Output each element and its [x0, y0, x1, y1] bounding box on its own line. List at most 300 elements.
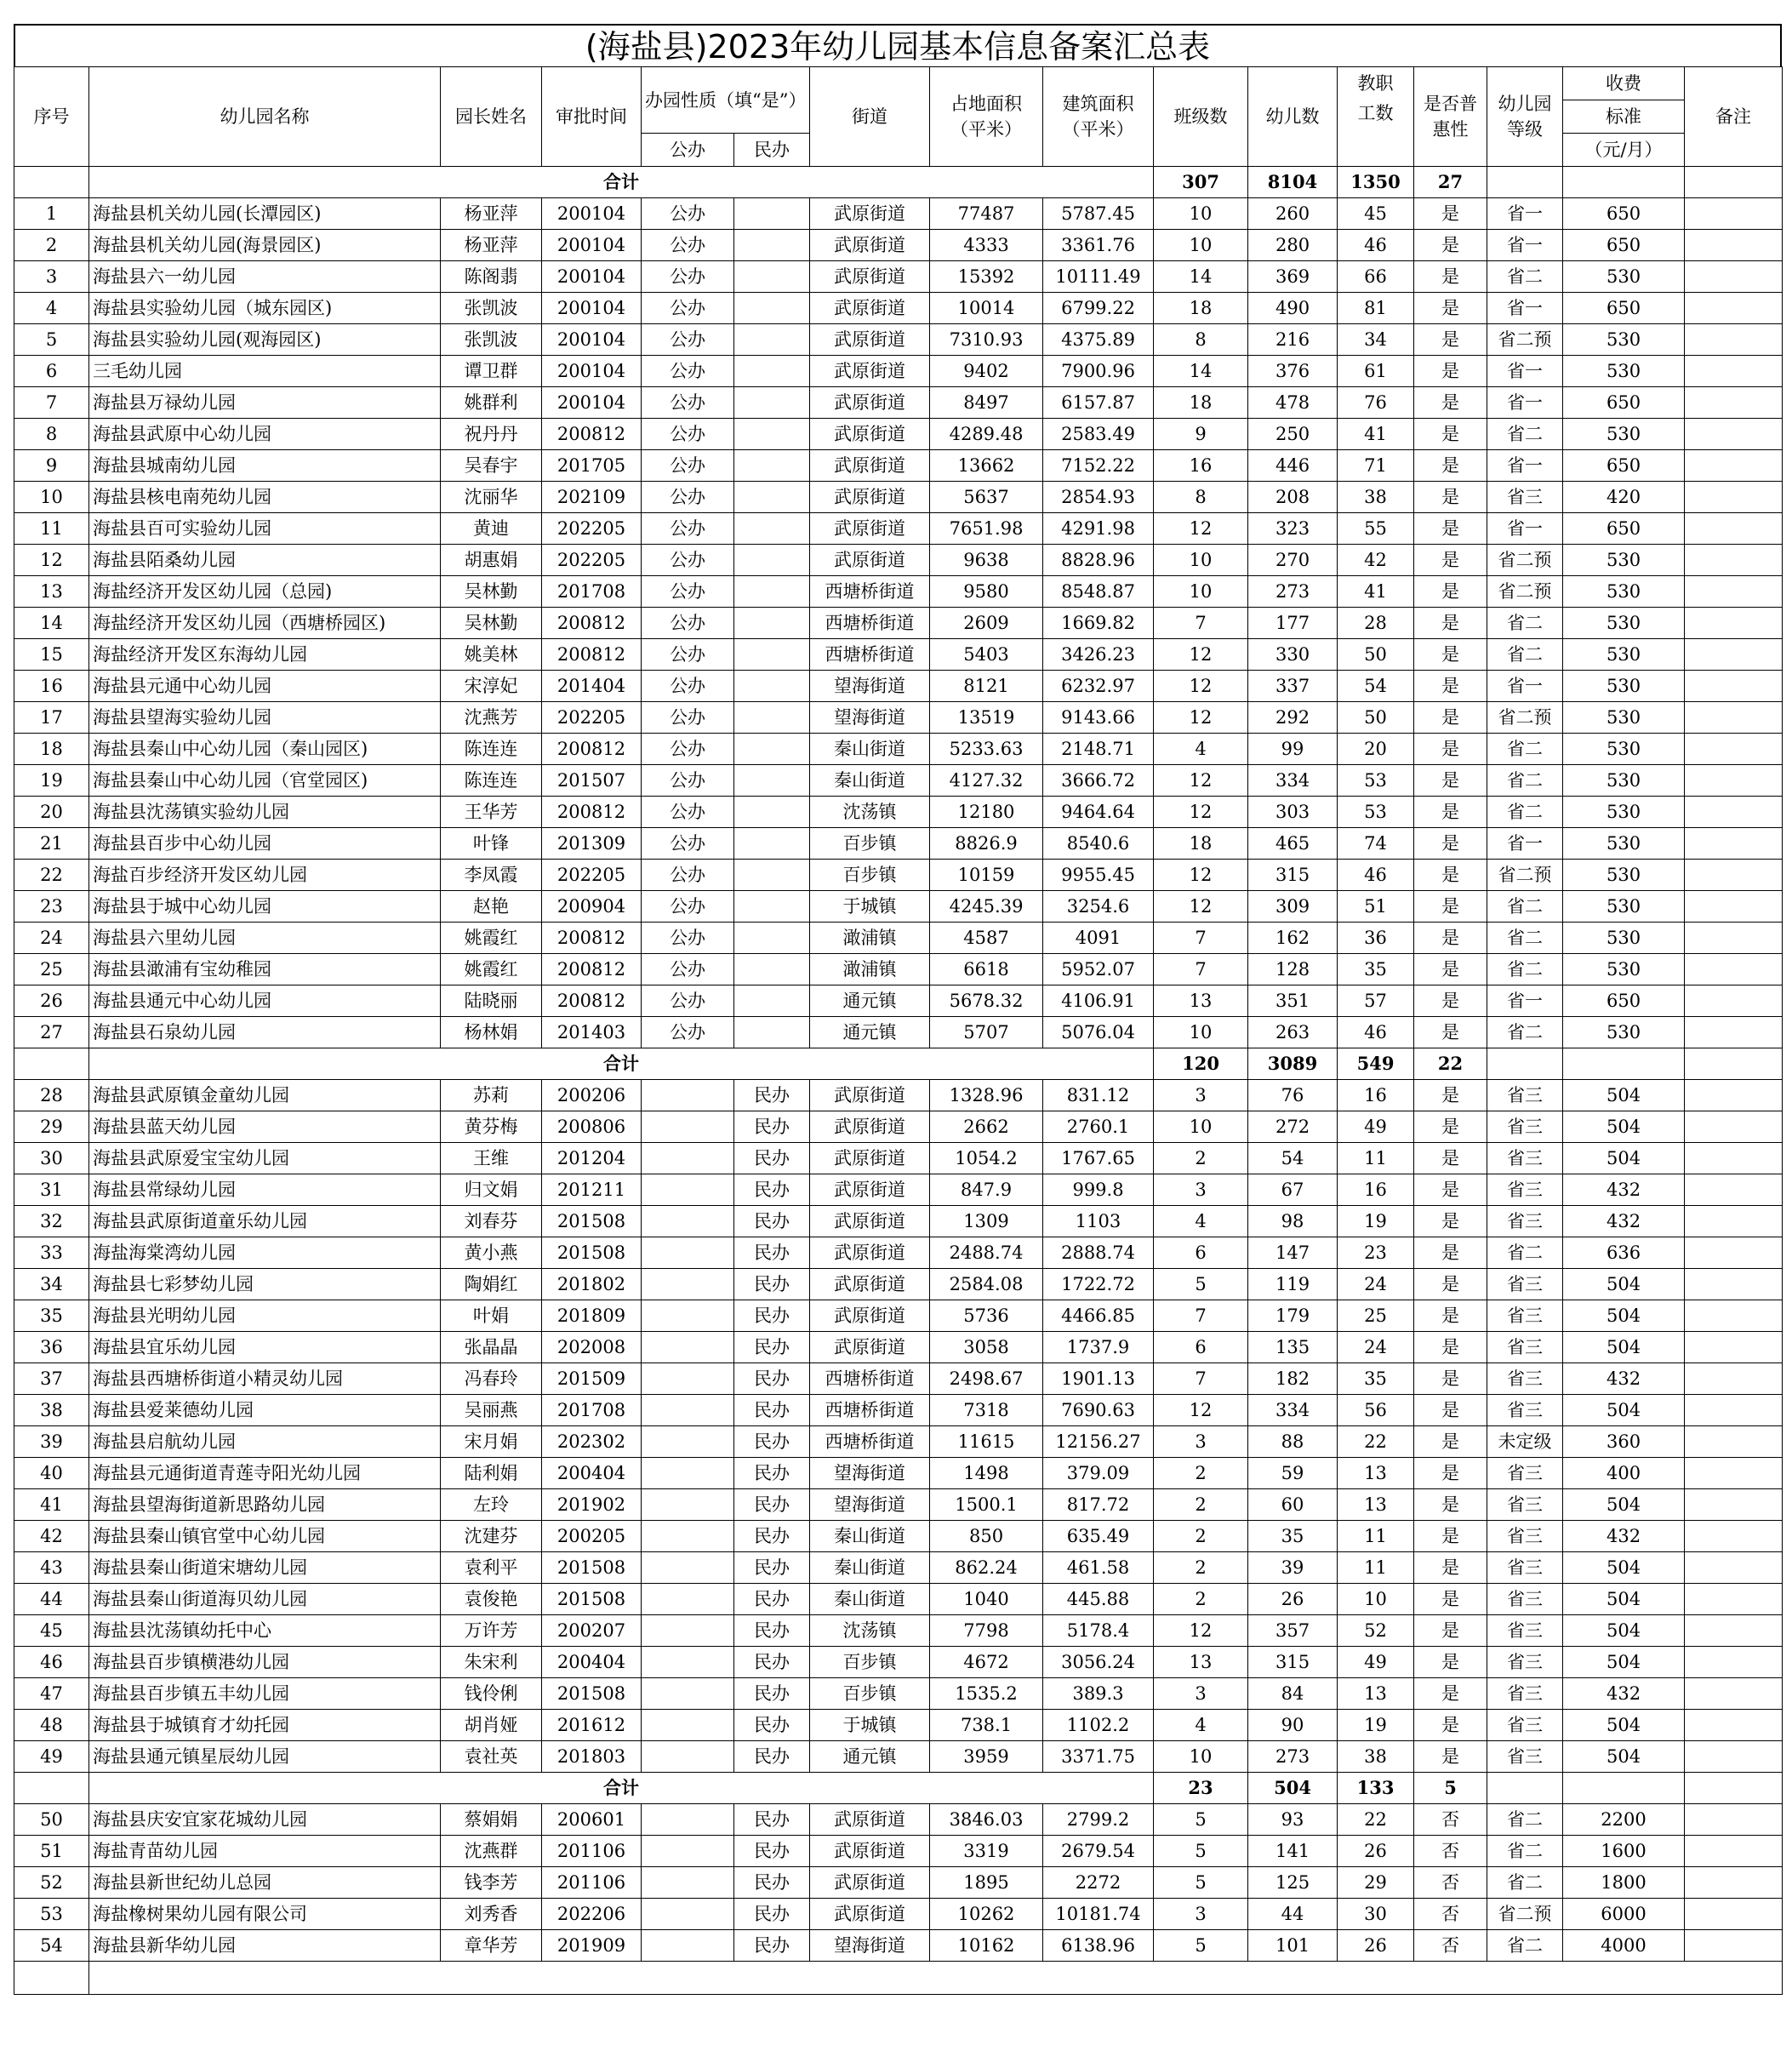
table-cell: 21	[14, 828, 89, 860]
table-cell: 3959	[930, 1741, 1043, 1773]
table-cell: 22	[14, 860, 89, 891]
table-cell: 13	[1338, 1489, 1414, 1521]
table-cell: 6	[1154, 1237, 1248, 1269]
table-cell: 504	[1563, 1710, 1685, 1741]
table-cell: 4672	[930, 1647, 1043, 1678]
table-cell: 省一	[1487, 387, 1563, 419]
table-cell: 1800	[1563, 1867, 1685, 1899]
table-cell: 3056.24	[1043, 1647, 1154, 1678]
table-cell: 民办	[734, 1111, 810, 1143]
table-cell: 119	[1248, 1269, 1338, 1300]
table-cell: 46	[14, 1647, 89, 1678]
table-cell: 海盐县六一幼儿园	[89, 261, 441, 293]
table-cell: 504	[1563, 1584, 1685, 1615]
table-cell: 3426.23	[1043, 639, 1154, 671]
table-row	[14, 702, 1783, 734]
table-cell: 530	[1563, 891, 1685, 923]
table-cell: 12	[1154, 797, 1248, 828]
table-cell: 636	[1563, 1237, 1685, 1269]
table-cell: 9464.64	[1043, 797, 1154, 828]
table-cell: 民办	[734, 1426, 810, 1458]
table-cell: 14	[14, 608, 89, 639]
table-cell: 650	[1563, 387, 1685, 419]
table-cell: 50	[1338, 639, 1414, 671]
table-cell: 23	[14, 891, 89, 923]
table-cell	[1685, 1143, 1783, 1174]
table-cell: 是	[1414, 734, 1487, 765]
table-cell: 1498	[930, 1458, 1043, 1489]
table-cell: 省一	[1487, 450, 1563, 482]
table-cell: 公办	[642, 450, 734, 482]
table-cell: 42	[14, 1521, 89, 1552]
table-cell: 民办	[734, 1741, 810, 1773]
table-cell: 黄芬梅	[441, 1111, 542, 1143]
table-cell	[734, 387, 810, 419]
table-cell: 530	[1563, 576, 1685, 608]
table-cell: 2	[1154, 1584, 1248, 1615]
table-cell: 26	[14, 985, 89, 1017]
table-cell: 530	[1563, 797, 1685, 828]
table-cell: 1895	[930, 1867, 1043, 1899]
table-cell: 504	[1563, 1332, 1685, 1363]
table-cell: 11	[14, 513, 89, 545]
table-cell: 52	[14, 1867, 89, 1899]
table-cell: 武原街道	[810, 482, 930, 513]
table-cell: 海盐县机关幼儿园(海景园区)	[89, 230, 441, 261]
table-cell	[1685, 1237, 1783, 1269]
table-cell: 海盐县实验幼儿园（城东园区)	[89, 293, 441, 324]
table-cell: 5707	[930, 1017, 1043, 1048]
table-cell: 2148.71	[1043, 734, 1154, 765]
summary-sheet	[14, 24, 1782, 1995]
table-cell	[642, 1804, 734, 1836]
table-cell: 海盐县沈荡镇实验幼儿园	[89, 797, 441, 828]
table-cell: 7900.96	[1043, 356, 1154, 387]
table-cell: 24	[1338, 1269, 1414, 1300]
table-cell	[1685, 1899, 1783, 1930]
table-cell: 省一	[1487, 356, 1563, 387]
table-row	[14, 1489, 1783, 1521]
kindergarten-table	[14, 66, 1783, 1995]
table-cell: 海盐县秦山中心幼儿园（秦山园区)	[89, 734, 441, 765]
table-cell: 12	[1154, 513, 1248, 545]
table-cell	[734, 419, 810, 450]
table-cell: 13	[14, 576, 89, 608]
table-cell: 省三	[1487, 1395, 1563, 1426]
table-cell: 2	[1154, 1143, 1248, 1174]
table-cell: 省二	[1487, 1836, 1563, 1867]
table-cell: 是	[1414, 891, 1487, 923]
table-cell	[1685, 1741, 1783, 1773]
table-cell: 武原街道	[810, 1804, 930, 1836]
table-cell: 35	[14, 1300, 89, 1332]
table-cell	[642, 1269, 734, 1300]
table-cell: 望海街道	[810, 1489, 930, 1521]
header-staff-top: 教职	[1338, 67, 1414, 100]
header-public: 公办	[642, 134, 734, 167]
table-cell: 1103	[1043, 1206, 1154, 1237]
table-cell	[1685, 1458, 1783, 1489]
table-cell: 武原街道	[810, 1206, 930, 1237]
table-cell: 民办	[734, 1615, 810, 1647]
table-cell: 71	[1338, 450, 1414, 482]
table-cell: 海盐海棠湾幼儿园	[89, 1237, 441, 1269]
table-cell: 46	[1338, 230, 1414, 261]
table-cell: 是	[1414, 1174, 1487, 1206]
table-cell	[1685, 1300, 1783, 1332]
table-cell: 海盐县百步中心幼儿园	[89, 828, 441, 860]
table-row	[14, 261, 1783, 293]
table-cell: 200104	[542, 261, 642, 293]
table-cell: 民办	[734, 1836, 810, 1867]
table-cell: 200404	[542, 1647, 642, 1678]
table-cell: 5	[1154, 1867, 1248, 1899]
table-cell: 201404	[542, 671, 642, 702]
table-cell	[734, 513, 810, 545]
table-cell	[734, 954, 810, 985]
subtotal-cell	[1563, 167, 1685, 198]
header-fee-top: 收费	[1563, 67, 1685, 100]
table-cell: 201803	[542, 1741, 642, 1773]
table-cell: 是	[1414, 419, 1487, 450]
table-cell: 民办	[734, 1552, 810, 1584]
table-cell: 祝丹丹	[441, 419, 542, 450]
table-cell: 省一	[1487, 230, 1563, 261]
table-cell: 海盐县新华幼儿园	[89, 1930, 441, 1962]
table-cell: 13519	[930, 702, 1043, 734]
table-cell: 432	[1563, 1206, 1685, 1237]
table-cell: 44	[1248, 1899, 1338, 1930]
table-cell: 201708	[542, 1395, 642, 1426]
table-cell: 76	[1248, 1080, 1338, 1111]
table-cell: 650	[1563, 985, 1685, 1017]
table-cell: 是	[1414, 1143, 1487, 1174]
table-cell: 省二	[1487, 797, 1563, 828]
table-cell: 270	[1248, 545, 1338, 576]
table-cell: 4091	[1043, 923, 1154, 954]
table-cell: 胡惠娟	[441, 545, 542, 576]
table-cell: 420	[1563, 482, 1685, 513]
table-cell: 海盐县光明幼儿园	[89, 1300, 441, 1332]
table-cell: 4375.89	[1043, 324, 1154, 356]
table-cell: 省三	[1487, 1552, 1563, 1584]
table-cell: 30	[14, 1143, 89, 1174]
table-cell: 10262	[930, 1899, 1043, 1930]
blank-row	[14, 1962, 1783, 1995]
table-cell: 陆利娟	[441, 1458, 542, 1489]
table-row	[14, 324, 1783, 356]
table-cell: 12	[1154, 702, 1248, 734]
table-row	[14, 293, 1783, 324]
table-cell: 389.3	[1043, 1678, 1154, 1710]
table-cell: 54	[14, 1930, 89, 1962]
table-cell	[734, 198, 810, 230]
table-row	[14, 639, 1783, 671]
subtotal-row	[14, 1048, 1783, 1080]
table-cell	[1685, 765, 1783, 797]
table-cell	[642, 1930, 734, 1962]
table-cell: 是	[1414, 482, 1487, 513]
table-cell: 32	[14, 1206, 89, 1237]
table-row	[14, 513, 1783, 545]
table-cell: 4	[14, 293, 89, 324]
table-cell: 省二	[1487, 765, 1563, 797]
table-cell: 28	[1338, 608, 1414, 639]
table-cell: 202205	[542, 860, 642, 891]
table-cell	[1685, 1080, 1783, 1111]
table-cell	[642, 1237, 734, 1269]
table-cell: 8548.87	[1043, 576, 1154, 608]
table-cell	[1685, 293, 1783, 324]
table-cell: 504	[1563, 1615, 1685, 1647]
table-cell: 201403	[542, 1017, 642, 1048]
table-row	[14, 1426, 1783, 1458]
table-cell: 是	[1414, 293, 1487, 324]
table-cell: 12	[1154, 1615, 1248, 1647]
table-cell	[734, 608, 810, 639]
table-cell: 504	[1563, 1300, 1685, 1332]
table-cell: 13	[1338, 1678, 1414, 1710]
table-cell: 273	[1248, 1741, 1338, 1773]
table-cell: 201902	[542, 1489, 642, 1521]
table-cell: 90	[1248, 1710, 1338, 1741]
header-nature: 办园性质（填“是”）	[642, 67, 810, 134]
table-cell	[642, 1867, 734, 1899]
table-cell: 201802	[542, 1269, 642, 1300]
table-cell: 10159	[930, 860, 1043, 891]
table-cell: 望海街道	[810, 1930, 930, 1962]
table-cell: 41	[1338, 419, 1414, 450]
table-cell: 海盐县西塘桥街道小精灵幼儿园	[89, 1363, 441, 1395]
table-cell: 1535.2	[930, 1678, 1043, 1710]
table-cell: 是	[1414, 639, 1487, 671]
subtotal-cell	[1685, 167, 1783, 198]
table-row	[14, 1143, 1783, 1174]
table-cell: 3319	[930, 1836, 1043, 1867]
table-cell: 姚美林	[441, 639, 542, 671]
table-cell: 201705	[542, 450, 642, 482]
table-cell: 省二	[1487, 891, 1563, 923]
table-cell: 1	[14, 198, 89, 230]
table-cell: 10	[1338, 1584, 1414, 1615]
table-cell: 公办	[642, 293, 734, 324]
table-cell: 刘春芬	[441, 1206, 542, 1237]
sheet-title: (海盐县)2023年幼儿园基本信息备案汇总表	[14, 24, 1782, 66]
table-cell: 432	[1563, 1521, 1685, 1552]
table-cell	[1685, 797, 1783, 828]
table-cell	[1685, 1615, 1783, 1647]
table-cell: 公办	[642, 230, 734, 261]
table-cell: 6	[14, 356, 89, 387]
table-cell: 海盐县新世纪幼儿总园	[89, 1867, 441, 1899]
table-cell: 公办	[642, 702, 734, 734]
table-cell: 200812	[542, 639, 642, 671]
table-cell: 武原街道	[810, 230, 930, 261]
table-cell: 是	[1414, 1489, 1487, 1521]
table-cell	[1685, 671, 1783, 702]
table-cell: 朱宋利	[441, 1647, 542, 1678]
table-cell: 李凤霞	[441, 860, 542, 891]
table-cell	[642, 1426, 734, 1458]
table-cell	[1685, 545, 1783, 576]
table-cell: 315	[1248, 860, 1338, 891]
table-cell	[642, 1395, 734, 1426]
table-cell: 12	[1154, 860, 1248, 891]
table-cell: 省二	[1487, 954, 1563, 985]
table-cell: 公办	[642, 419, 734, 450]
table-cell: 武原街道	[810, 1174, 930, 1206]
table-cell: 200104	[542, 324, 642, 356]
table-cell: 99	[1248, 734, 1338, 765]
table-cell: 谭卫群	[441, 356, 542, 387]
table-cell	[1685, 1489, 1783, 1521]
table-cell: 民办	[734, 1269, 810, 1300]
table-cell: 5	[1154, 1269, 1248, 1300]
table-cell: 1669.82	[1043, 608, 1154, 639]
header-approval: 审批时间	[542, 67, 642, 167]
table-cell: 44	[14, 1584, 89, 1615]
table-cell: 26	[1248, 1584, 1338, 1615]
table-cell: 海盐县城南幼儿园	[89, 450, 441, 482]
table-cell: 袁利平	[441, 1552, 542, 1584]
table-cell: 民办	[734, 1584, 810, 1615]
table-cell: 4127.32	[930, 765, 1043, 797]
table-cell	[1685, 1930, 1783, 1962]
table-cell	[734, 450, 810, 482]
table-cell	[734, 891, 810, 923]
table-cell	[734, 324, 810, 356]
table-cell: 海盐县宜乐幼儿园	[89, 1332, 441, 1363]
table-cell	[642, 1710, 734, 1741]
table-cell: 330	[1248, 639, 1338, 671]
table-cell: 74	[1338, 828, 1414, 860]
blank-cell	[14, 1962, 89, 1995]
table-cell: 张凯波	[441, 324, 542, 356]
table-cell	[1685, 1017, 1783, 1048]
table-cell: 海盐县武原街道童乐幼儿园	[89, 1206, 441, 1237]
table-cell: 海盐县秦山镇官堂中心幼儿园	[89, 1521, 441, 1552]
table-cell: 是	[1414, 356, 1487, 387]
table-cell: 海盐县于城中心幼儿园	[89, 891, 441, 923]
table-cell: 2854.93	[1043, 482, 1154, 513]
table-cell: 201508	[542, 1237, 642, 1269]
table-cell: 201211	[542, 1174, 642, 1206]
table-row	[14, 1836, 1783, 1867]
table-cell: 省一	[1487, 985, 1563, 1017]
table-cell	[1685, 1678, 1783, 1710]
table-cell: 武原街道	[810, 1237, 930, 1269]
table-cell: 3	[1154, 1080, 1248, 1111]
table-cell: 432	[1563, 1363, 1685, 1395]
table-cell: 省二	[1487, 1017, 1563, 1048]
table-cell	[734, 230, 810, 261]
table-cell	[1685, 1174, 1783, 1206]
table-cell: 民办	[734, 1867, 810, 1899]
table-cell: 是	[1414, 1710, 1487, 1741]
table-cell: 2888.74	[1043, 1237, 1154, 1269]
table-cell: 200812	[542, 734, 642, 765]
subtotal-cell: 133	[1338, 1773, 1414, 1804]
table-cell: 201509	[542, 1363, 642, 1395]
table-cell: 海盐县元通街道青莲寺阳光幼儿园	[89, 1458, 441, 1489]
table-cell: 通元镇	[810, 1741, 930, 1773]
table-cell: 5736	[930, 1300, 1043, 1332]
table-cell: 201809	[542, 1300, 642, 1332]
table-cell: 百步镇	[810, 1647, 930, 1678]
table-cell: 海盐县启航幼儿园	[89, 1426, 441, 1458]
table-cell: 西塘桥街道	[810, 1426, 930, 1458]
table-cell: 20	[14, 797, 89, 828]
table-cell: 55	[1338, 513, 1414, 545]
table-cell	[1685, 1552, 1783, 1584]
table-cell: 84	[1248, 1678, 1338, 1710]
table-cell: 是	[1414, 230, 1487, 261]
table-cell: 省三	[1487, 1741, 1563, 1773]
table-cell: 海盐县于城镇育才幼托园	[89, 1710, 441, 1741]
table-cell	[1685, 734, 1783, 765]
table-cell: 478	[1248, 387, 1338, 419]
table-cell: 10162	[930, 1930, 1043, 1962]
table-cell	[734, 261, 810, 293]
table-cell: 2	[14, 230, 89, 261]
table-cell: 省二	[1487, 639, 1563, 671]
table-cell: 吴春宇	[441, 450, 542, 482]
table-cell: 省三	[1487, 1363, 1563, 1395]
table-cell: 10	[1154, 230, 1248, 261]
table-cell: 35	[1338, 1363, 1414, 1395]
table-cell: 202008	[542, 1332, 642, 1363]
table-cell: 是	[1414, 1426, 1487, 1458]
table-cell: 650	[1563, 513, 1685, 545]
table-cell: 姚霞红	[441, 954, 542, 985]
table-cell: 陈连连	[441, 734, 542, 765]
table-cell: 民办	[734, 1804, 810, 1836]
table-cell: 17	[14, 702, 89, 734]
table-cell: 200104	[542, 293, 642, 324]
table-cell: 10	[1154, 198, 1248, 230]
table-cell: 200812	[542, 923, 642, 954]
table-row	[14, 576, 1783, 608]
table-cell: 4000	[1563, 1930, 1685, 1962]
table-cell: 公办	[642, 891, 734, 923]
header-principal: 园长姓名	[441, 67, 542, 167]
table-cell: 850	[930, 1521, 1043, 1552]
table-cell	[734, 828, 810, 860]
table-cell: 省三	[1487, 1111, 1563, 1143]
table-cell: 8826.9	[930, 828, 1043, 860]
header-notes: 备注	[1685, 67, 1783, 167]
table-cell: 苏莉	[441, 1080, 542, 1111]
table-cell: 海盐县望海实验幼儿园	[89, 702, 441, 734]
table-cell: 141	[1248, 1836, 1338, 1867]
table-cell	[1685, 356, 1783, 387]
table-cell: 于城镇	[810, 891, 930, 923]
table-cell: 海盐县石泉幼儿园	[89, 1017, 441, 1048]
table-cell: 是	[1414, 1615, 1487, 1647]
table-row	[14, 608, 1783, 639]
table-row	[14, 450, 1783, 482]
table-cell: 530	[1563, 954, 1685, 985]
table-cell: 是	[1414, 1017, 1487, 1048]
header-seq: 序号	[14, 67, 89, 167]
table-cell: 5	[1154, 1836, 1248, 1867]
table-cell: 162	[1248, 923, 1338, 954]
table-row	[14, 1678, 1783, 1710]
table-cell: 武原街道	[810, 198, 930, 230]
table-cell: 归文娟	[441, 1174, 542, 1206]
table-cell: 309	[1248, 891, 1338, 923]
table-cell: 武原街道	[810, 450, 930, 482]
